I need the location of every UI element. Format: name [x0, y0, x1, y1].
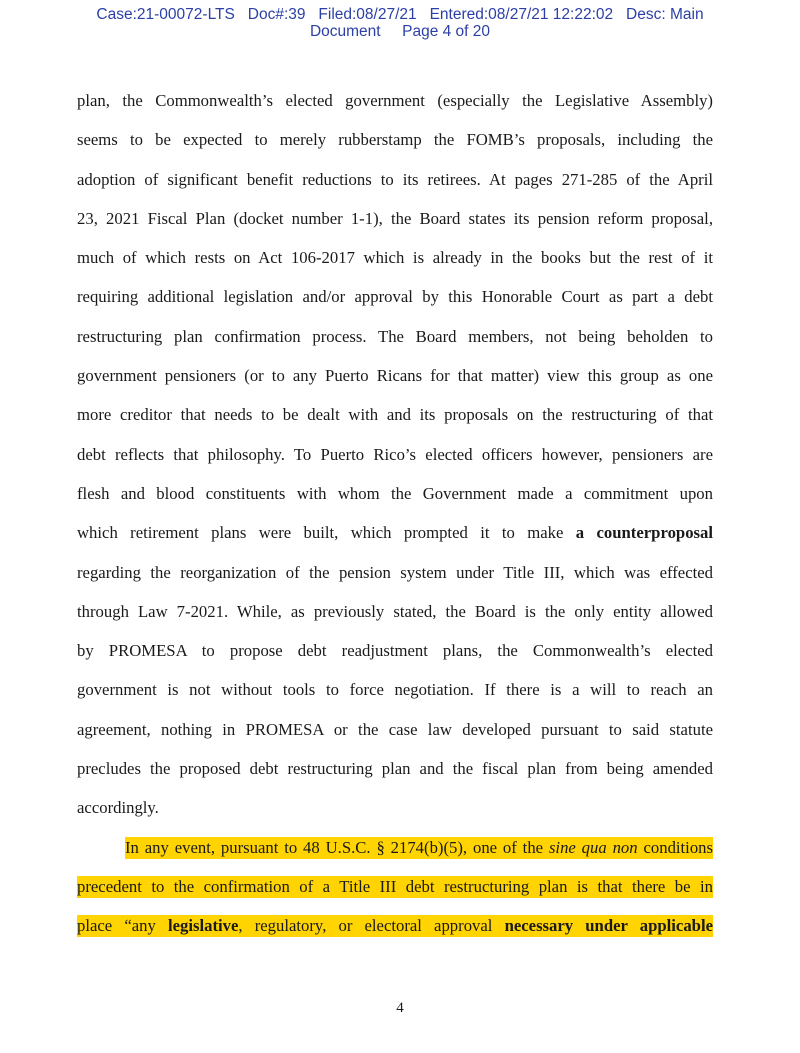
text-line: much of which rests on Act 106-2017 which is already in the books but the rest of it: [77, 248, 713, 268]
text-line: by PROMESA to propose debt readjustment plans, the Commonwealth’s elected: [77, 641, 713, 661]
text-line: restructuring plan confirmation process. The Board members, not being beholden to: [77, 326, 713, 346]
highlighted-line: [77, 828, 713, 867]
ecf-header-line2: Document Page 4 of 20: [309, 23, 491, 40]
body-text: [77, 81, 713, 946]
text-line: precludes the proposed debt restructuring plan and the fiscal plan from being amended: [77, 759, 713, 779]
highlighted-line: [77, 906, 713, 945]
highlight-segment: precedent to the confirmation of a Title III debt restructuring plan is that there be in: [77, 876, 713, 896]
text-line: requiring additional legislation and/or approval by this Honorable Court as part a debt: [77, 287, 713, 307]
ecf-header: [0, 6, 800, 40]
italic-sine-qua-non: sine qua non: [548, 837, 638, 857]
highlight-segment: In any event, pursuant to 48 U.S.C. § 2174(b)(5), one of the: [125, 837, 549, 857]
highlight-segment: , regulatory, or electoral approval: [238, 916, 505, 936]
text-line: accordingly.: [77, 798, 159, 818]
highlighted-line: [77, 867, 713, 906]
text-line: more creditor that needs to be dealt with and its proposals on the restructuring of that: [77, 405, 713, 425]
text-segment: which retirement plans were built, which prompted it to make: [77, 523, 576, 543]
text-line: regarding the reorganization of the pension system under Title III, which was effected: [77, 562, 713, 582]
text-line: through Law 7-2021. While, as previously stated, the Board is the only entity allowed: [77, 601, 713, 621]
highlight-segment: place “any: [77, 916, 168, 936]
text-line: agreement, nothing in PROMESA or the case law developed pursuant to said statute: [77, 719, 713, 739]
text-line: flesh and blood constituents with whom the Government made a commitment upon: [77, 483, 713, 503]
text-line: adoption of significant benefit reductions to its retirees. At pages 271-285 of the April: [77, 169, 713, 189]
text-line: seems to be expected to merely rubberstamp the FOMB’s proposals, including the: [77, 130, 713, 150]
bold-legislative: legislative: [167, 916, 239, 936]
text-line: [77, 513, 713, 552]
text-line: debt reflects that philosophy. To Puerto Rico’s elected officers however, pensioners are: [77, 444, 713, 464]
ecf-header-line1: Case:21-00072-LTS Doc#:39 Filed:08/27/21 Entered:08/27/21 12:22:02 Desc: Main: [96, 6, 704, 23]
text-line: government pensioners (or to any Puerto Ricans for that matter) view this group as one: [77, 366, 713, 386]
highlight-segment: conditions: [637, 837, 713, 857]
text-line: plan, the Commonwealth’s elected government (especially the Legislative Assembly): [77, 91, 713, 110]
bold-necessary-under-applicable: necessary under applicable: [504, 916, 713, 936]
text-line: 23, 2021 Fiscal Plan (docket number 1-1), the Board states its pension reform proposal,: [77, 208, 713, 228]
text-line: government is not without tools to force negotiation. If there is a will to reach an: [77, 680, 713, 700]
bold-counterproposal: a counterproposal: [575, 523, 714, 543]
page-number: 4: [396, 1000, 404, 1016]
